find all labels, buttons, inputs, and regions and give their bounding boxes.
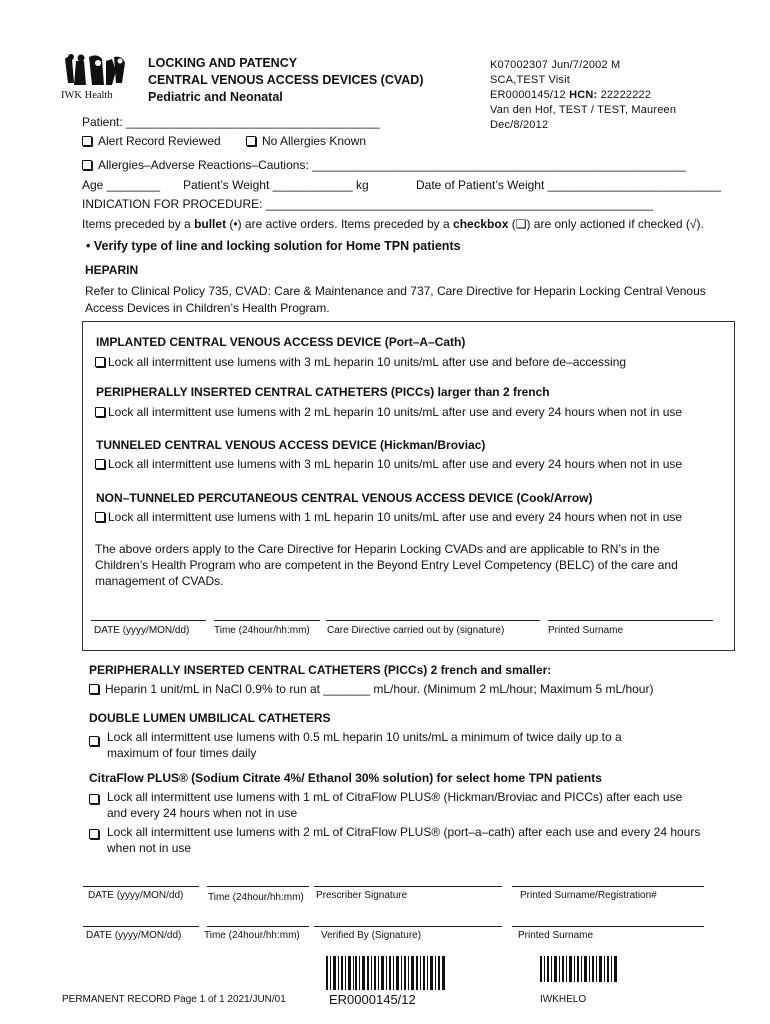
signature-line[interactable] (207, 926, 309, 927)
alert-record-checkbox[interactable]: Alert Record Reviewed (82, 134, 221, 148)
checkbox-icon[interactable] (95, 357, 105, 367)
non-tunneled-order[interactable]: Lock all intermittent use lumens with 1 mL heparin 10 units/mL after use and every 24 hours when not in use (95, 510, 682, 524)
patient-field[interactable]: Patient: ______________________________________ (82, 115, 380, 129)
form-code: IWKHELO (540, 994, 587, 1005)
title-line-1: LOCKING AND PATENCY (148, 56, 298, 70)
checkbox-icon[interactable] (89, 684, 99, 694)
patient-date-line: Dec/8/2012 (490, 119, 549, 131)
checkbox-icon[interactable] (89, 829, 99, 839)
citraflow-order-2: Lock all intermittent use lumens with 2 mL of CitraFlow PLUS® (port–a–cath) after each use and every 24 hours when not in use (107, 825, 701, 855)
indication-field[interactable]: INDICATION FOR PROCEDURE: __________________________________________________________ (82, 197, 653, 211)
non-tunneled-title: NON–TUNNELED PERCUTANEOUS CENTRAL VENOUS ACCESS DEVICE (Cook/Arrow) (96, 491, 593, 505)
title-line-2: CENTRAL VENOUS ACCESS DEVICES (CVAD) (148, 73, 424, 87)
picc-large-title: PERIPHERALLY INSERTED CENTRAL CATHETERS (PICCs) larger than 2 french (96, 385, 550, 399)
barcode-icon (326, 956, 446, 990)
signature-line[interactable] (314, 926, 502, 927)
prescriber-date-label: DATE (yyyy/MON/dd) (88, 890, 184, 901)
citraflow-title: CitraFlow PLUS® (Sodium Citrate 4%/ Ethanol 30% solution) for select home TPN patients (89, 771, 602, 785)
patient-visit-line: SCA,TEST Visit (490, 74, 571, 86)
prescriber-name-label: Printed Surname/Registration# (520, 890, 657, 901)
weight-date-field[interactable]: Date of Patient’s Weight __________________________ (416, 178, 722, 192)
signature-line[interactable] (83, 926, 199, 927)
surname-label: Printed Surname (548, 625, 624, 636)
care-directive-box (82, 321, 735, 651)
no-allergies-checkbox[interactable]: No Allergies Known (246, 134, 366, 148)
weight-field[interactable]: Patient’s Weight ____________ kg (183, 178, 369, 192)
iwk-health-logo (62, 53, 128, 99)
heparin-reference: Refer to Clinical Policy 735, CVAD: Care & Maintenance and 737, Care Directive for Heparin Locking Central Venous Access Devices in Children’s Health Program. (85, 284, 706, 315)
age-field[interactable]: Age ________ (82, 178, 161, 192)
care-directive-note: The above orders apply to the Care Directive for Heparin Locking CVADs and are applicable to RN’s in the Children’s Health Program who are competent in the Beyond Entry Level Competency (BELC) of the care and management of CVADs. (95, 542, 678, 588)
signature-line[interactable] (326, 620, 540, 621)
prescriber-signature-label: Prescriber Signature (316, 890, 408, 901)
checkbox-icon[interactable] (95, 459, 105, 469)
patient-label (490, 58, 676, 133)
picc-small-title: PERIPHERALLY INSERTED CENTRAL CATHETERS (PICCs) 2 french and smaller: (89, 663, 552, 677)
prescriber-time-label: Time (24hour/hh:mm) (208, 892, 304, 903)
signature-line[interactable] (214, 620, 320, 621)
checkbox-icon[interactable] (82, 136, 92, 146)
umbilical-checkbox[interactable] (89, 734, 105, 748)
verified-name-label: Printed Surname (518, 930, 594, 941)
signature-line[interactable] (512, 926, 704, 927)
tunneled-title: TUNNELED CENTRAL VENOUS ACCESS DEVICE (Hickman/Broviac) (96, 438, 486, 452)
tunneled-order[interactable]: Lock all intermittent use lumens with 3 mL heparin 10 units/mL after use and every 24 hours when not in use (95, 457, 682, 471)
patient-hcn-line: ER0000145/12 HCN: 22222222 (490, 89, 652, 101)
citraflow-order-1: Lock all intermittent use lumens with 1 mL of CitraFlow PLUS® (Hickman/Broviac and PICCs) after each use and every 24 hours when not in use (107, 790, 683, 820)
instructions-text: Items preceded by a bullet (•) are active orders. Items preceded by a checkbox (❑) are only actioned if checked (√). (82, 217, 704, 231)
signature-line[interactable] (512, 886, 704, 887)
verified-time-label: Time (24hour/hh:mm) (204, 930, 300, 941)
port-a-cath-order[interactable]: Lock all intermittent use lumens with 3 mL heparin 10 units/mL after use and before de–accessing (95, 355, 626, 369)
port-a-cath-title: IMPLANTED CENTRAL VENOUS ACCESS DEVICE (Port–A–Cath) (96, 335, 466, 349)
allergies-field[interactable]: Allergies–Adverse Reactions–Cautions: ________________________________________________________ (82, 158, 686, 172)
iwk-logo-figures-icon (62, 53, 128, 87)
checkbox-icon[interactable] (82, 160, 92, 170)
title-line-3: Pediatric and Neonatal (148, 90, 283, 104)
time-label: Time (24hour/hh:mm) (214, 625, 310, 636)
barcode-text: ER0000145/12 (329, 992, 416, 1007)
directive-signature-label: Care Directive carried out by (signature) (327, 625, 505, 636)
date-label: DATE (yyyy/MON/dd) (94, 625, 190, 636)
signature-line[interactable] (207, 886, 309, 887)
verified-date-label: DATE (yyyy/MON/dd) (86, 930, 182, 941)
verify-order: • Verify type of line and locking solution for Home TPN patients (86, 239, 461, 253)
verified-signature-label: Verified By (Signature) (321, 930, 422, 941)
logo-text: IWK Health (61, 90, 113, 101)
signature-line[interactable] (83, 886, 199, 887)
citraflow-checkbox-2[interactable] (89, 827, 105, 841)
patient-physician-line: Van den Hof, TEST / TEST, Maureen (490, 104, 677, 116)
permanent-record-label: PERMANENT RECORD Page 1 of 1 2021/JUN/01 (62, 994, 286, 1005)
patient-id-line: K07002307 Jun/7/2002 M (490, 59, 621, 71)
picc-large-order[interactable]: Lock all intermittent use lumens with 2 mL heparin 10 units/mL after use and every 24 hours when not in use (95, 405, 682, 419)
form-title (148, 55, 424, 106)
checkbox-icon[interactable] (95, 407, 105, 417)
checkbox-icon[interactable] (89, 794, 99, 804)
citraflow-checkbox-1[interactable] (89, 792, 105, 806)
checkbox-icon[interactable] (95, 512, 105, 522)
umbilical-order: Lock all intermittent use lumens with 0.5 mL heparin 10 units/mL a minimum of twice daily up to a maximum of four times daily (107, 730, 622, 760)
signature-line[interactable] (91, 620, 206, 621)
heparin-heading: HEPARIN (85, 263, 139, 277)
checkbox-icon[interactable] (89, 736, 99, 746)
checkbox-icon[interactable] (246, 136, 256, 146)
picc-small-order[interactable]: Heparin 1 unit/mL in NaCl 0.9% to run at _______ mL/hour. (Minimum 2 mL/hour; Maximum 5 mL/hour) (89, 682, 653, 696)
signature-line[interactable] (548, 620, 713, 621)
signature-line[interactable] (314, 886, 502, 887)
barcode-icon (540, 956, 620, 990)
umbilical-title: DOUBLE LUMEN UMBILICAL CATHETERS (89, 711, 331, 725)
